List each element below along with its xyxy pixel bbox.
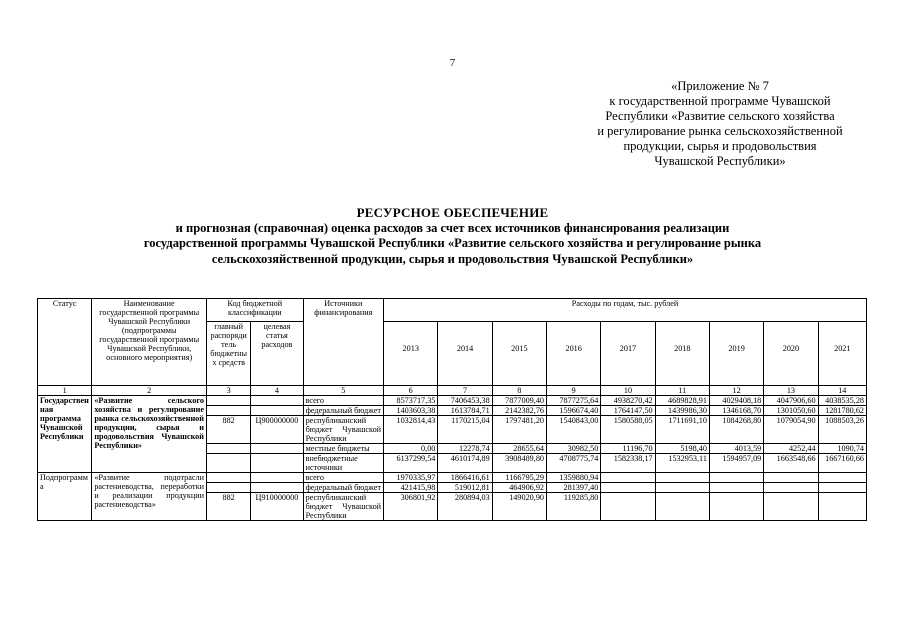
expense-value: 1170215,04	[438, 416, 492, 444]
header-year: 2021	[818, 322, 866, 386]
expense-value: 1301050,60	[764, 406, 818, 416]
resource-table	[37, 298, 867, 521]
funding-source: федеральный бюджет	[303, 406, 383, 416]
expense-value: 4938270,42	[601, 396, 655, 406]
expense-value	[764, 473, 818, 483]
funding-source: внебюджетные источники	[303, 454, 383, 473]
expense-value	[709, 483, 763, 493]
row-status: Подпрограмма	[38, 473, 92, 521]
title-line: государственной программы Чувашской Республики «Развитие сельского хозяйства и регулирование рынка	[143, 236, 762, 250]
expense-value: 1797481,20	[492, 416, 546, 444]
expense-value: 4708775,74	[547, 454, 601, 473]
target-item-code	[251, 473, 303, 483]
expense-value: 30982,50	[547, 444, 601, 454]
expense-value: 4038535,28	[818, 396, 866, 406]
header-main-admin: главный распорядитель бюджетных средств	[207, 322, 251, 386]
funding-source: всего	[303, 473, 383, 483]
main-admin-code	[207, 454, 251, 473]
expense-value: 0,00	[384, 444, 438, 454]
header-year: 2013	[384, 322, 438, 386]
main-admin-code	[207, 406, 251, 416]
expense-value: 4029408,18	[709, 396, 763, 406]
expense-value: 1032814,43	[384, 416, 438, 444]
header-year: 2020	[764, 322, 818, 386]
appendix-line: Республики «Развитие сельского хозяйства	[605, 109, 835, 123]
expense-value: 1540843,00	[547, 416, 601, 444]
target-item-code	[251, 454, 303, 473]
expense-value: 1439986,30	[655, 406, 709, 416]
expense-value: 1403603,38	[384, 406, 438, 416]
expense-value: 1359880,94	[547, 473, 601, 483]
expense-value: 1084268,80	[709, 416, 763, 444]
column-number: 10	[601, 386, 655, 396]
expense-value: 1532953,11	[655, 454, 709, 473]
expense-value: 5198,40	[655, 444, 709, 454]
column-number-row	[38, 386, 867, 396]
header-year: 2019	[709, 322, 763, 386]
expense-value: 1079054,90	[764, 416, 818, 444]
target-item-code	[251, 406, 303, 416]
main-admin-code	[207, 483, 251, 493]
table-row	[38, 396, 867, 406]
expense-value: 519012,81	[438, 483, 492, 493]
expense-value: 11196,70	[601, 444, 655, 454]
expense-value	[655, 483, 709, 493]
expense-value: 1088503,26	[818, 416, 866, 444]
expense-value	[709, 493, 763, 521]
expense-value: 4610174,89	[438, 454, 492, 473]
header-name: Наименование государственной программы Чувашской Республики (подпрограммы государственной программы Чувашской Республики, основного мероприятия)	[92, 299, 207, 386]
expense-value: 12278,74	[438, 444, 492, 454]
target-item-code	[251, 396, 303, 406]
expense-value: 1580588,05	[601, 416, 655, 444]
expense-value: 1166795,29	[492, 473, 546, 483]
appendix-line: и регулирование рынка сельскохозяйственной	[597, 124, 843, 138]
table-row	[38, 473, 867, 483]
expense-value: 7877275,64	[547, 396, 601, 406]
appendix-note	[560, 79, 880, 169]
column-number: 14	[818, 386, 866, 396]
expense-value: 421415,98	[384, 483, 438, 493]
expense-value: 1613784,71	[438, 406, 492, 416]
header-row	[38, 299, 867, 322]
row-program-name: «Развитие сельского хозяйства и регулирование рынка сельскохозяйственной продукции, сырья и продовольствия Чувашской Республики»	[92, 396, 207, 473]
expense-value: 1582338,17	[601, 454, 655, 473]
title-line: и прогнозная (справочная) оценка расходов за счет всех источников финансирования реализации	[175, 220, 730, 235]
expense-value: 281397,40	[547, 483, 601, 493]
expense-value: 1090,74	[818, 444, 866, 454]
title-main: РЕСУРСНОЕ ОБЕСПЕЧЕНИЕ	[356, 205, 549, 220]
expense-value	[601, 473, 655, 483]
header-year: 2017	[601, 322, 655, 386]
main-admin-code	[207, 473, 251, 483]
expense-value: 1281780,62	[818, 406, 866, 416]
expense-value: 1764147,50	[601, 406, 655, 416]
column-number: 9	[547, 386, 601, 396]
appendix-line: продукции, сырья и продовольствия	[623, 139, 817, 153]
header-budget-code: Код бюджетной классификации	[207, 299, 304, 322]
expense-value	[655, 493, 709, 521]
expense-value: 1594957,09	[709, 454, 763, 473]
target-item-code	[251, 483, 303, 493]
expense-value	[601, 483, 655, 493]
expense-value: 1596674,40	[547, 406, 601, 416]
header-expenses: Расходы по годам, тыс. рублей	[384, 299, 867, 322]
main-admin-code	[207, 396, 251, 406]
main-admin-code	[207, 444, 251, 454]
expense-value: 2142382,76	[492, 406, 546, 416]
expense-value: 306801,92	[384, 493, 438, 521]
header-target-item: целевая статья расходов	[251, 322, 303, 386]
expense-value: 7406453,38	[438, 396, 492, 406]
expense-value: 119285,80	[547, 493, 601, 521]
funding-source: республиканский бюджет Чувашской Республики	[303, 493, 383, 521]
column-number: 5	[303, 386, 383, 396]
expense-value: 7877009,40	[492, 396, 546, 406]
expense-value: 1667160,66	[818, 454, 866, 473]
expense-value: 4689828,91	[655, 396, 709, 406]
funding-source: республиканский бюджет Чувашской Республики	[303, 416, 383, 444]
expense-value: 1346168,70	[709, 406, 763, 416]
expense-value: 8573717,35	[384, 396, 438, 406]
column-number: 13	[764, 386, 818, 396]
expense-value	[601, 493, 655, 521]
page-number: 7	[449, 57, 456, 69]
target-item-code: Ц900000000	[251, 416, 303, 444]
column-number: 11	[655, 386, 709, 396]
expense-value: 4252,44	[764, 444, 818, 454]
funding-source: местные бюджеты	[303, 444, 383, 454]
expense-value	[655, 473, 709, 483]
expense-value: 1711691,10	[655, 416, 709, 444]
title-line: сельскохозяйственной продукции, сырья и продовольствия Чувашской Республики»	[211, 251, 694, 266]
appendix-line: Чувашской Республики»	[654, 154, 786, 168]
expense-value	[764, 493, 818, 521]
expense-value: 28655,64	[492, 444, 546, 454]
column-number: 1	[38, 386, 92, 396]
main-admin-code: 882	[207, 493, 251, 521]
column-number: 4	[251, 386, 303, 396]
expense-value: 464906,92	[492, 483, 546, 493]
column-number: 3	[207, 386, 251, 396]
column-number: 6	[384, 386, 438, 396]
column-number: 12	[709, 386, 763, 396]
header-year: 2016	[547, 322, 601, 386]
expense-value: 4013,59	[709, 444, 763, 454]
appendix-line: «Приложение № 7	[671, 79, 769, 93]
row-status: Государственная программа Чувашской Республики	[38, 396, 92, 473]
expense-value: 280894,03	[438, 493, 492, 521]
target-item-code	[251, 444, 303, 454]
funding-source: всего	[303, 396, 383, 406]
column-number: 8	[492, 386, 546, 396]
main-admin-code: 882	[207, 416, 251, 444]
funding-source: федеральный бюджет	[303, 483, 383, 493]
expense-value: 3908489,80	[492, 454, 546, 473]
expense-value: 6137299,54	[384, 454, 438, 473]
expense-value	[709, 473, 763, 483]
expense-value	[818, 493, 866, 521]
header-status: Статус	[38, 299, 92, 386]
expense-value	[764, 483, 818, 493]
expense-value: 1663548,66	[764, 454, 818, 473]
expense-value: 149020,90	[492, 493, 546, 521]
expense-value: 1866416,61	[438, 473, 492, 483]
expense-value	[818, 483, 866, 493]
column-number: 7	[438, 386, 492, 396]
header-sources: Источники финансирования	[303, 299, 383, 386]
appendix-line: к государственной программе Чувашской	[609, 94, 831, 108]
column-number: 2	[92, 386, 207, 396]
target-item-code: Ц910000000	[251, 493, 303, 521]
header-year: 2014	[438, 322, 492, 386]
expense-value: 4047906,60	[764, 396, 818, 406]
expense-value: 1970335,97	[384, 473, 438, 483]
row-program-name: «Развитие подотрасли растениеводства, переработки и реализации продукции растениеводства»	[92, 473, 207, 521]
header-year: 2018	[655, 322, 709, 386]
document-title	[40, 205, 865, 267]
header-year: 2015	[492, 322, 546, 386]
expense-value	[818, 473, 866, 483]
